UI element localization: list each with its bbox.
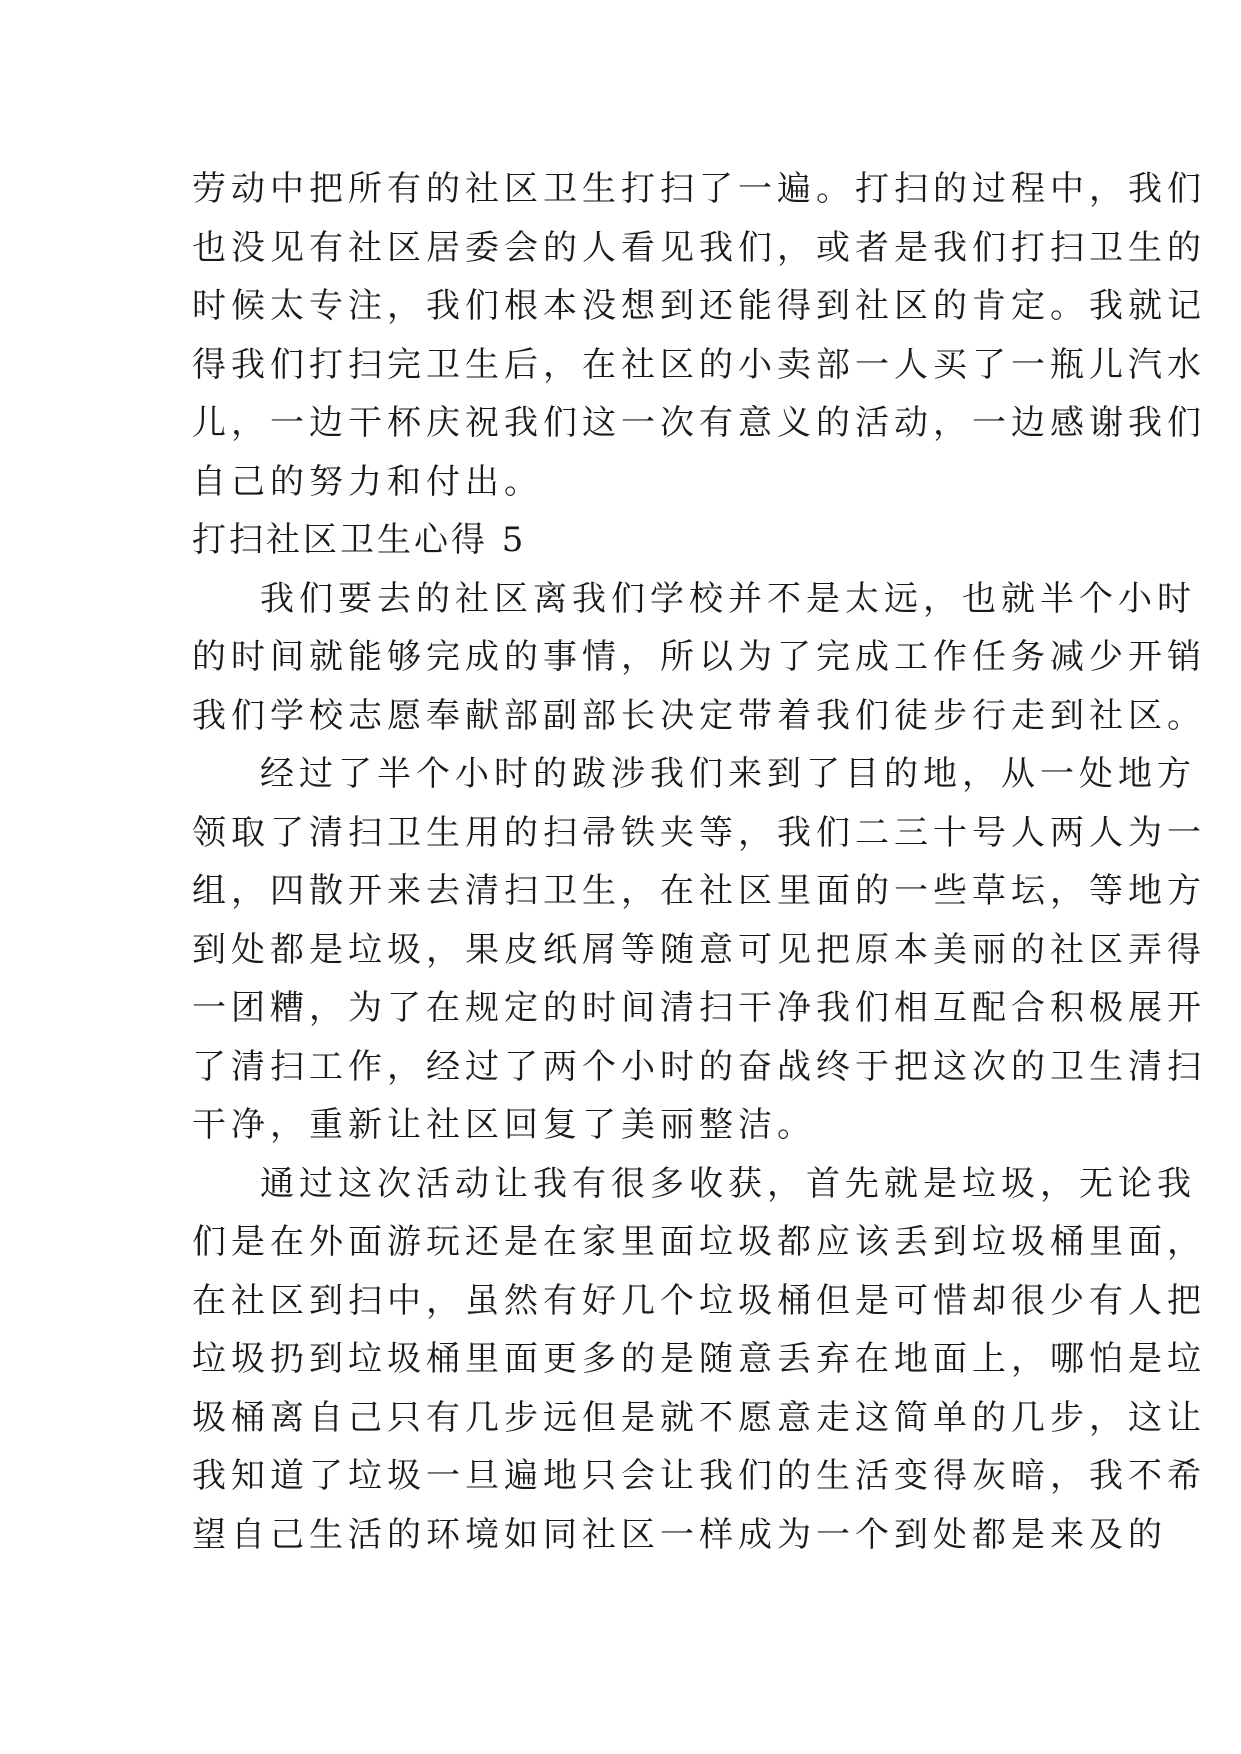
text-line: 了清扫工作，经过了两个小时的奋战终于把这次的卫生清扫 [192,1046,1206,1087]
text-line: 的时间就能够完成的事情，所以为了完成工作任务减少开销 [192,637,1206,677]
text-line: 得我们打扫完卫生后，在社区的小卖部一人买了一瓶儿汽水 [192,344,1206,385]
text-line: 我们要去的社区离我们学校并不是太远，也就半个小时 [260,578,1196,619]
text-line: 垃圾扔到垃圾桶里面更多的是随意丢弃在地面上，哪怕是垃 [192,1339,1206,1379]
text-line: 组，四散开来去清扫卫生，在社区里面的一些草坛，等地方 [192,871,1206,911]
text-line: 到处都是垃圾，果皮纸屑等随意可见把原本美丽的社区弄得 [192,929,1206,970]
text-line: 我们学校志愿奉献部副部长决定带着我们徒步行走到社区。 [192,695,1206,736]
text-line: 儿，一边干杯庆祝我们这一次有意义的活动，一边感谢我们 [192,403,1206,443]
intro-paragraph [192,160,1206,511]
text-line: 一团糟，为了在规定的时间清扫干净我们相互配合积极展开 [192,988,1206,1028]
text-line: 们是在外面游玩还是在家里面垃圾都应该丢到垃圾桶里面， [192,1222,1206,1262]
paragraph-1 [192,570,1206,746]
text-line: 自己的努力和付出。 [192,461,543,502]
text-line: 我知道了垃圾一旦遍地只会让我们的生活变得灰暗，我不希 [192,1456,1206,1496]
text-line: 干净，重新让社区回复了美丽整洁。 [192,1105,816,1145]
text-line: 经过了半个小时的跋涉我们来到了目的地，从一处地方 [260,754,1196,794]
text-line: 在社区到扫中，虽然有好几个垃圾桶但是可惜却很少有人把 [192,1280,1206,1321]
text-line: 也没见有社区居委会的人看见我们，或者是我们打扫卫生的 [192,227,1206,268]
text-line: 望自己生活的环境如同社区一样成为一个到处都是来及的 [192,1514,1167,1555]
paragraph-2 [192,745,1206,1155]
text-line: 劳动中把所有的社区卫生打扫了一遍。打扫的过程中，我们 [192,169,1206,209]
paragraph-3 [192,1155,1206,1565]
text-line: 圾桶离自己只有几步远但是就不愿意走这简单的几步，这让 [192,1397,1206,1438]
text-line: 时候太专注，我们根本没想到还能得到社区的肯定。我就记 [192,286,1206,326]
section-title: 打扫社区卫生心得 5 [192,520,527,560]
text-line: 领取了清扫卫生用的扫帚铁夹等，我们二三十号人两人为一 [192,812,1206,853]
text-line: 通过这次活动让我有很多收获，首先就是垃圾，无论我 [260,1163,1196,1204]
document-body [192,160,1206,1564]
